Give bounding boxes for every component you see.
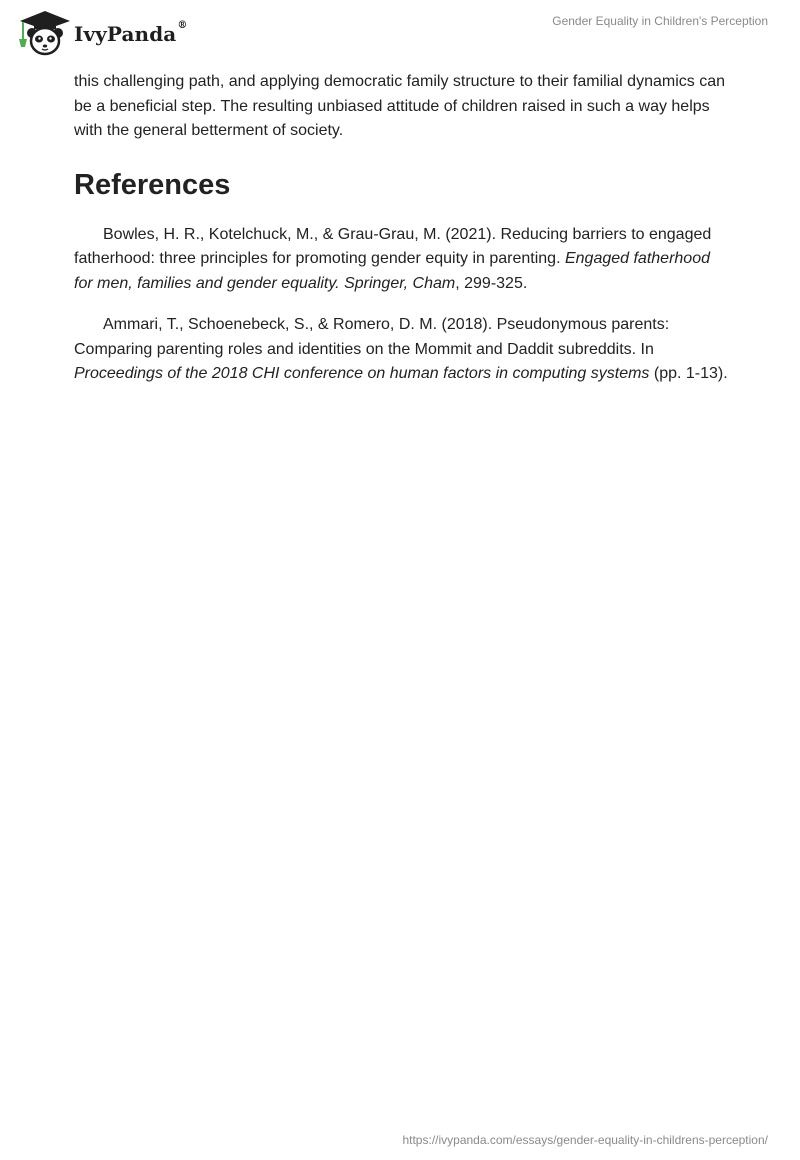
panda-graduate-icon: [14, 9, 76, 57]
brand-name: IvyPanda®: [74, 20, 188, 46]
reference-item: Bowles, H. R., Kotelchuck, M., & Grau-Grau, M. (2021). Reducing barriers to engaged fatherhood: three principles for promoting gender equity in parenting. Engaged fatherhood for men, families and gender equality. Springer, Cham, 299-325.: [74, 225, 712, 292]
intro-paragraph: this challenging path, and applying democratic family structure to their familial dynamics can be a beneficial step. The resulting unbiased attitude of children raised in such a way helps with the general betterment of society.: [74, 73, 725, 139]
source-url[interactable]: https://ivypanda.com/essays/gender-equality-in-childrens-perception/: [402, 1133, 768, 1147]
ivypanda-logo[interactable]: [14, 9, 187, 57]
registered-mark: ®: [177, 20, 188, 31]
references-heading: References: [74, 168, 231, 201]
running-title: Gender Equality in Children's Perception: [552, 14, 768, 28]
reference-item: Ammari, T., Schoenebeck, S., & Romero, D. M. (2018). Pseudonymous parents: Comparing parenting roles and identities on the Mommit and Daddit subreddits. In Proceedings of the 2018 CHI conference on human factors in computing systems (pp. 1-13).: [74, 316, 728, 382]
essay-content: [74, 70, 730, 404]
